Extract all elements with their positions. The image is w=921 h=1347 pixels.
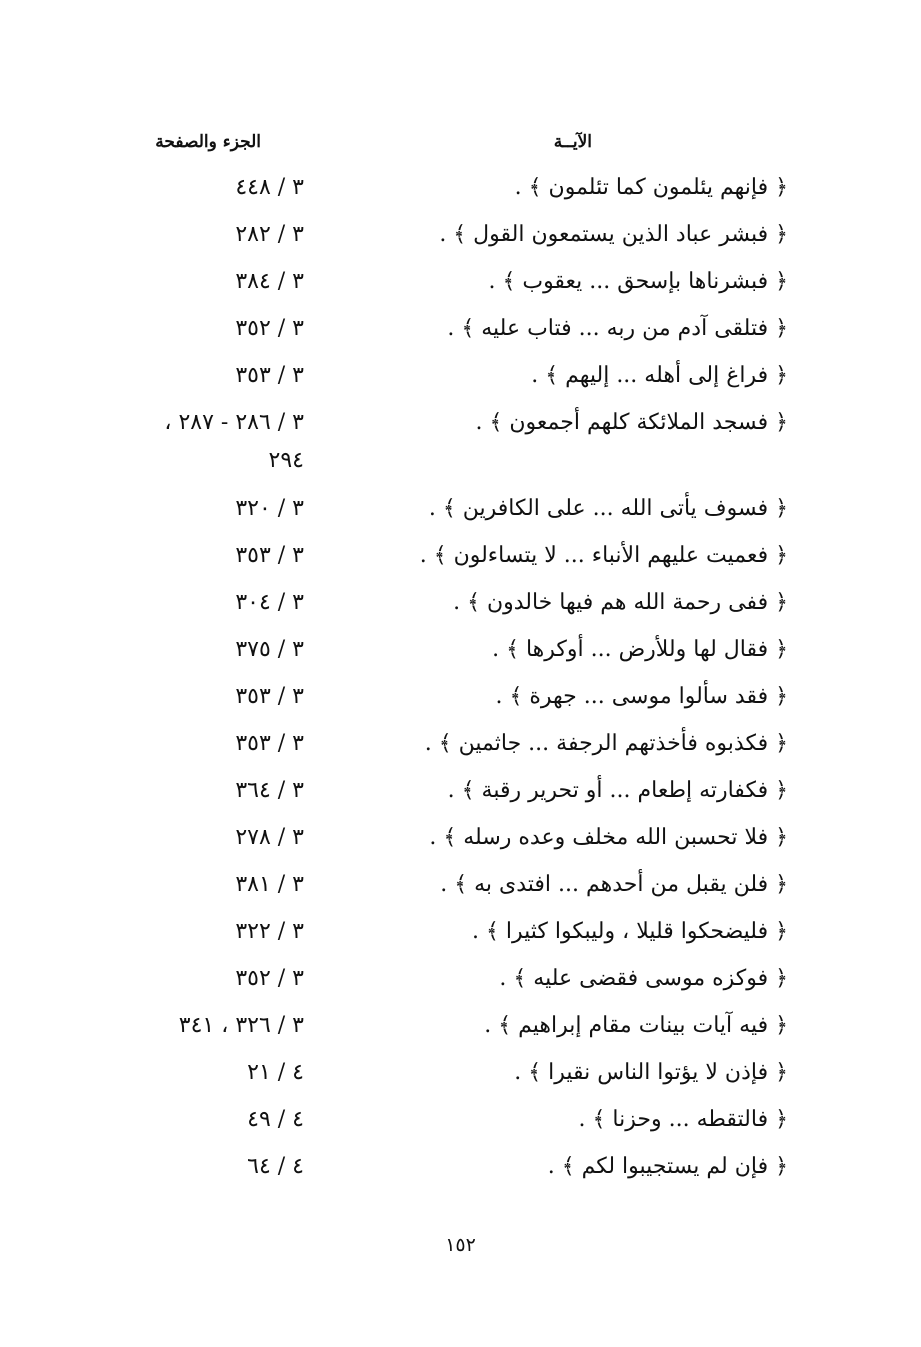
index-row xyxy=(0,540,921,587)
ayah-text: ﴿ فإذن لا يؤتوا الناس نقيرا ﴾ . xyxy=(514,1060,788,1085)
ayah-text: ﴿ فوكزه موسى فقضى عليه ﴾ . xyxy=(499,966,788,991)
volume-page-ref: ٣ / ٢٨٦ - ٢٨٧ ، xyxy=(164,410,304,435)
volume-page-ref: ٣ / ٣٠٤ xyxy=(235,590,304,615)
ayah-text: ﴿ فلن يقبل من أحدهم ... افتدى به ﴾ . xyxy=(440,872,788,897)
ayah-text: ﴿ فإنهم يئلمون كما تئلمون ﴾ . xyxy=(514,175,788,200)
index-row xyxy=(0,172,921,219)
page-number: ١٥٢ xyxy=(445,1234,476,1256)
ayah-text: ﴿ فراغ إلى أهله ... إليهم ﴾ . xyxy=(531,363,788,388)
volume-page-ref: ٣ / ٣٥٣ xyxy=(235,731,304,756)
volume-page-ref: ٣ / ٤٤٨ xyxy=(235,175,304,200)
volume-page-ref: ٣ / ٣٢٢ xyxy=(235,919,304,944)
ayah-text: ﴿ فبشرناها بإسحق ... يعقوب ﴾ . xyxy=(488,269,788,294)
index-row xyxy=(0,360,921,407)
index-row xyxy=(0,1151,921,1198)
volume-page-ref: ٣ / ٢٧٨ xyxy=(235,825,304,850)
volume-page-ref: ٣ / ٣٥٣ xyxy=(235,684,304,709)
index-row xyxy=(0,1057,921,1104)
ayah-text: ﴿ فإن لم يستجيبوا لكم ﴾ . xyxy=(547,1154,788,1179)
index-row xyxy=(0,1104,921,1151)
volume-page-ref: ٣ / ٢٨٢ xyxy=(235,222,304,247)
volume-page-ref: ٣ / ٣٨١ xyxy=(235,872,304,897)
volume-page-ref: ٤ / ٦٤ xyxy=(247,1154,304,1179)
ayah-text: ﴿ فتلقى آدم من ربه ... فتاب عليه ﴾ . xyxy=(447,316,788,341)
ayah-text: ﴿ فالتقطه ... وحزنا ﴾ . xyxy=(578,1107,788,1132)
ayah-text: ﴿ فقد سألوا موسى ... جهرة ﴾ . xyxy=(495,684,788,709)
volume-page-ref: ٤ / ٢١ xyxy=(247,1060,304,1085)
ayah-text: ﴿ فسجد الملائكة كلهم أجمعون ﴾ . xyxy=(475,410,788,435)
ayah-text: ﴿ فكذبوه فأخذتهم الرجفة ... جاثمين ﴾ . xyxy=(424,731,788,756)
volume-page-ref: ٣ / ٣٥٣ xyxy=(235,363,304,388)
ayah-text: ﴿ فعميت عليهم الأنباء ... لا يتساءلون ﴾ . xyxy=(419,543,788,568)
index-row xyxy=(0,219,921,266)
ayah-text: ﴿ فكفارته إطعام ... أو تحرير رقبة ﴾ . xyxy=(447,778,788,803)
ayah-text: ﴿ فليضحكوا قليلا ، وليبكوا كثيرا ﴾ . xyxy=(472,919,788,944)
column-header-ayah: الآيــة xyxy=(553,132,592,152)
index-row xyxy=(0,493,921,540)
volume-page-ref: ٣ / ٣٦٤ xyxy=(235,778,304,803)
volume-page-ref: ٣ / ٣٥٣ xyxy=(235,543,304,568)
ayah-text: ﴿ فسوف يأتى الله ... على الكافرين ﴾ . xyxy=(428,496,788,521)
volume-page-ref: ٣ / ٣٢٦ ، ٣٤١ xyxy=(178,1013,304,1038)
volume-page-ref: ٣ / ٣٥٢ xyxy=(235,316,304,341)
column-header-reference: الجزء والصفحة xyxy=(155,132,261,152)
ayah-text: ﴿ فقال لها وللأرض ... أوكرها ﴾ . xyxy=(492,637,788,662)
volume-page-ref: ٤ / ٤٩ xyxy=(247,1107,304,1132)
volume-page-ref: ٣ / ٣٢٠ xyxy=(235,496,304,521)
index-row xyxy=(0,775,921,822)
index-list xyxy=(0,172,921,1198)
volume-page-ref: ٣ / ٣٧٥ xyxy=(235,637,304,662)
index-row xyxy=(0,634,921,681)
index-row xyxy=(0,313,921,360)
volume-page-ref-continued: ٢٩٤ xyxy=(268,448,304,473)
ayah-text: ﴿ ففى رحمة الله هم فيها خالدون ﴾ . xyxy=(453,590,788,615)
index-row xyxy=(0,587,921,634)
ayah-text: ﴿ فيه آيات بينات مقام إبراهيم ﴾ . xyxy=(484,1013,788,1038)
volume-page-ref: ٣ / ٣٥٢ xyxy=(235,966,304,991)
index-row xyxy=(0,407,921,493)
index-row xyxy=(0,1010,921,1057)
index-row xyxy=(0,869,921,916)
index-row xyxy=(0,916,921,963)
ayah-text: ﴿ فلا تحسبن الله مخلف وعده رسله ﴾ . xyxy=(429,825,788,850)
index-row xyxy=(0,728,921,775)
index-row xyxy=(0,822,921,869)
index-row xyxy=(0,266,921,313)
index-row xyxy=(0,681,921,728)
index-row xyxy=(0,963,921,1010)
volume-page-ref: ٣ / ٣٨٤ xyxy=(235,269,304,294)
ayah-text: ﴿ فبشر عباد الذين يستمعون القول ﴾ . xyxy=(439,222,788,247)
